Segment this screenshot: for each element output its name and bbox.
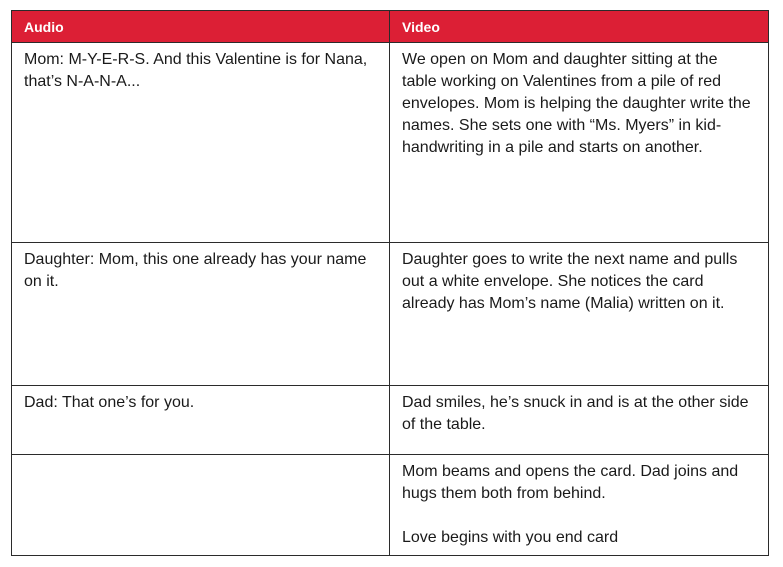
table-row: [12, 243, 769, 386]
audio-column-header: Audio: [12, 11, 390, 43]
video-cell: Dad smiles, he’s snuck in and is at the other side of the table.: [390, 386, 769, 455]
table-row: [12, 43, 769, 243]
table-row: [12, 455, 769, 556]
header-row: [12, 11, 769, 43]
table-row: [12, 386, 769, 455]
audio-cell: Daughter: Mom, this one already has your name on it.: [12, 243, 390, 386]
video-cell: Daughter goes to write the next name and pulls out a white envelope. She notices the card already has Mom’s name (Malia) written on it.: [390, 243, 769, 386]
script-table: [11, 10, 769, 556]
video-cell: Mom beams and opens the card. Dad joins and hugs them both from behind. Love begins with you end card: [390, 455, 769, 556]
audio-cell: Mom: M-Y-E-R-S. And this Valentine is for Nana, that’s N-A-N-A...: [12, 43, 390, 243]
audio-cell: [12, 455, 390, 556]
video-cell: We open on Mom and daughter sitting at the table working on Valentines from a pile of red envelopes. Mom is helping the daughter write the names. She sets one with “Ms. Myers” in kid-handwriting in a pile and starts on another.: [390, 43, 769, 243]
audio-cell: Dad: That one’s for you.: [12, 386, 390, 455]
video-column-header: Video: [390, 11, 769, 43]
